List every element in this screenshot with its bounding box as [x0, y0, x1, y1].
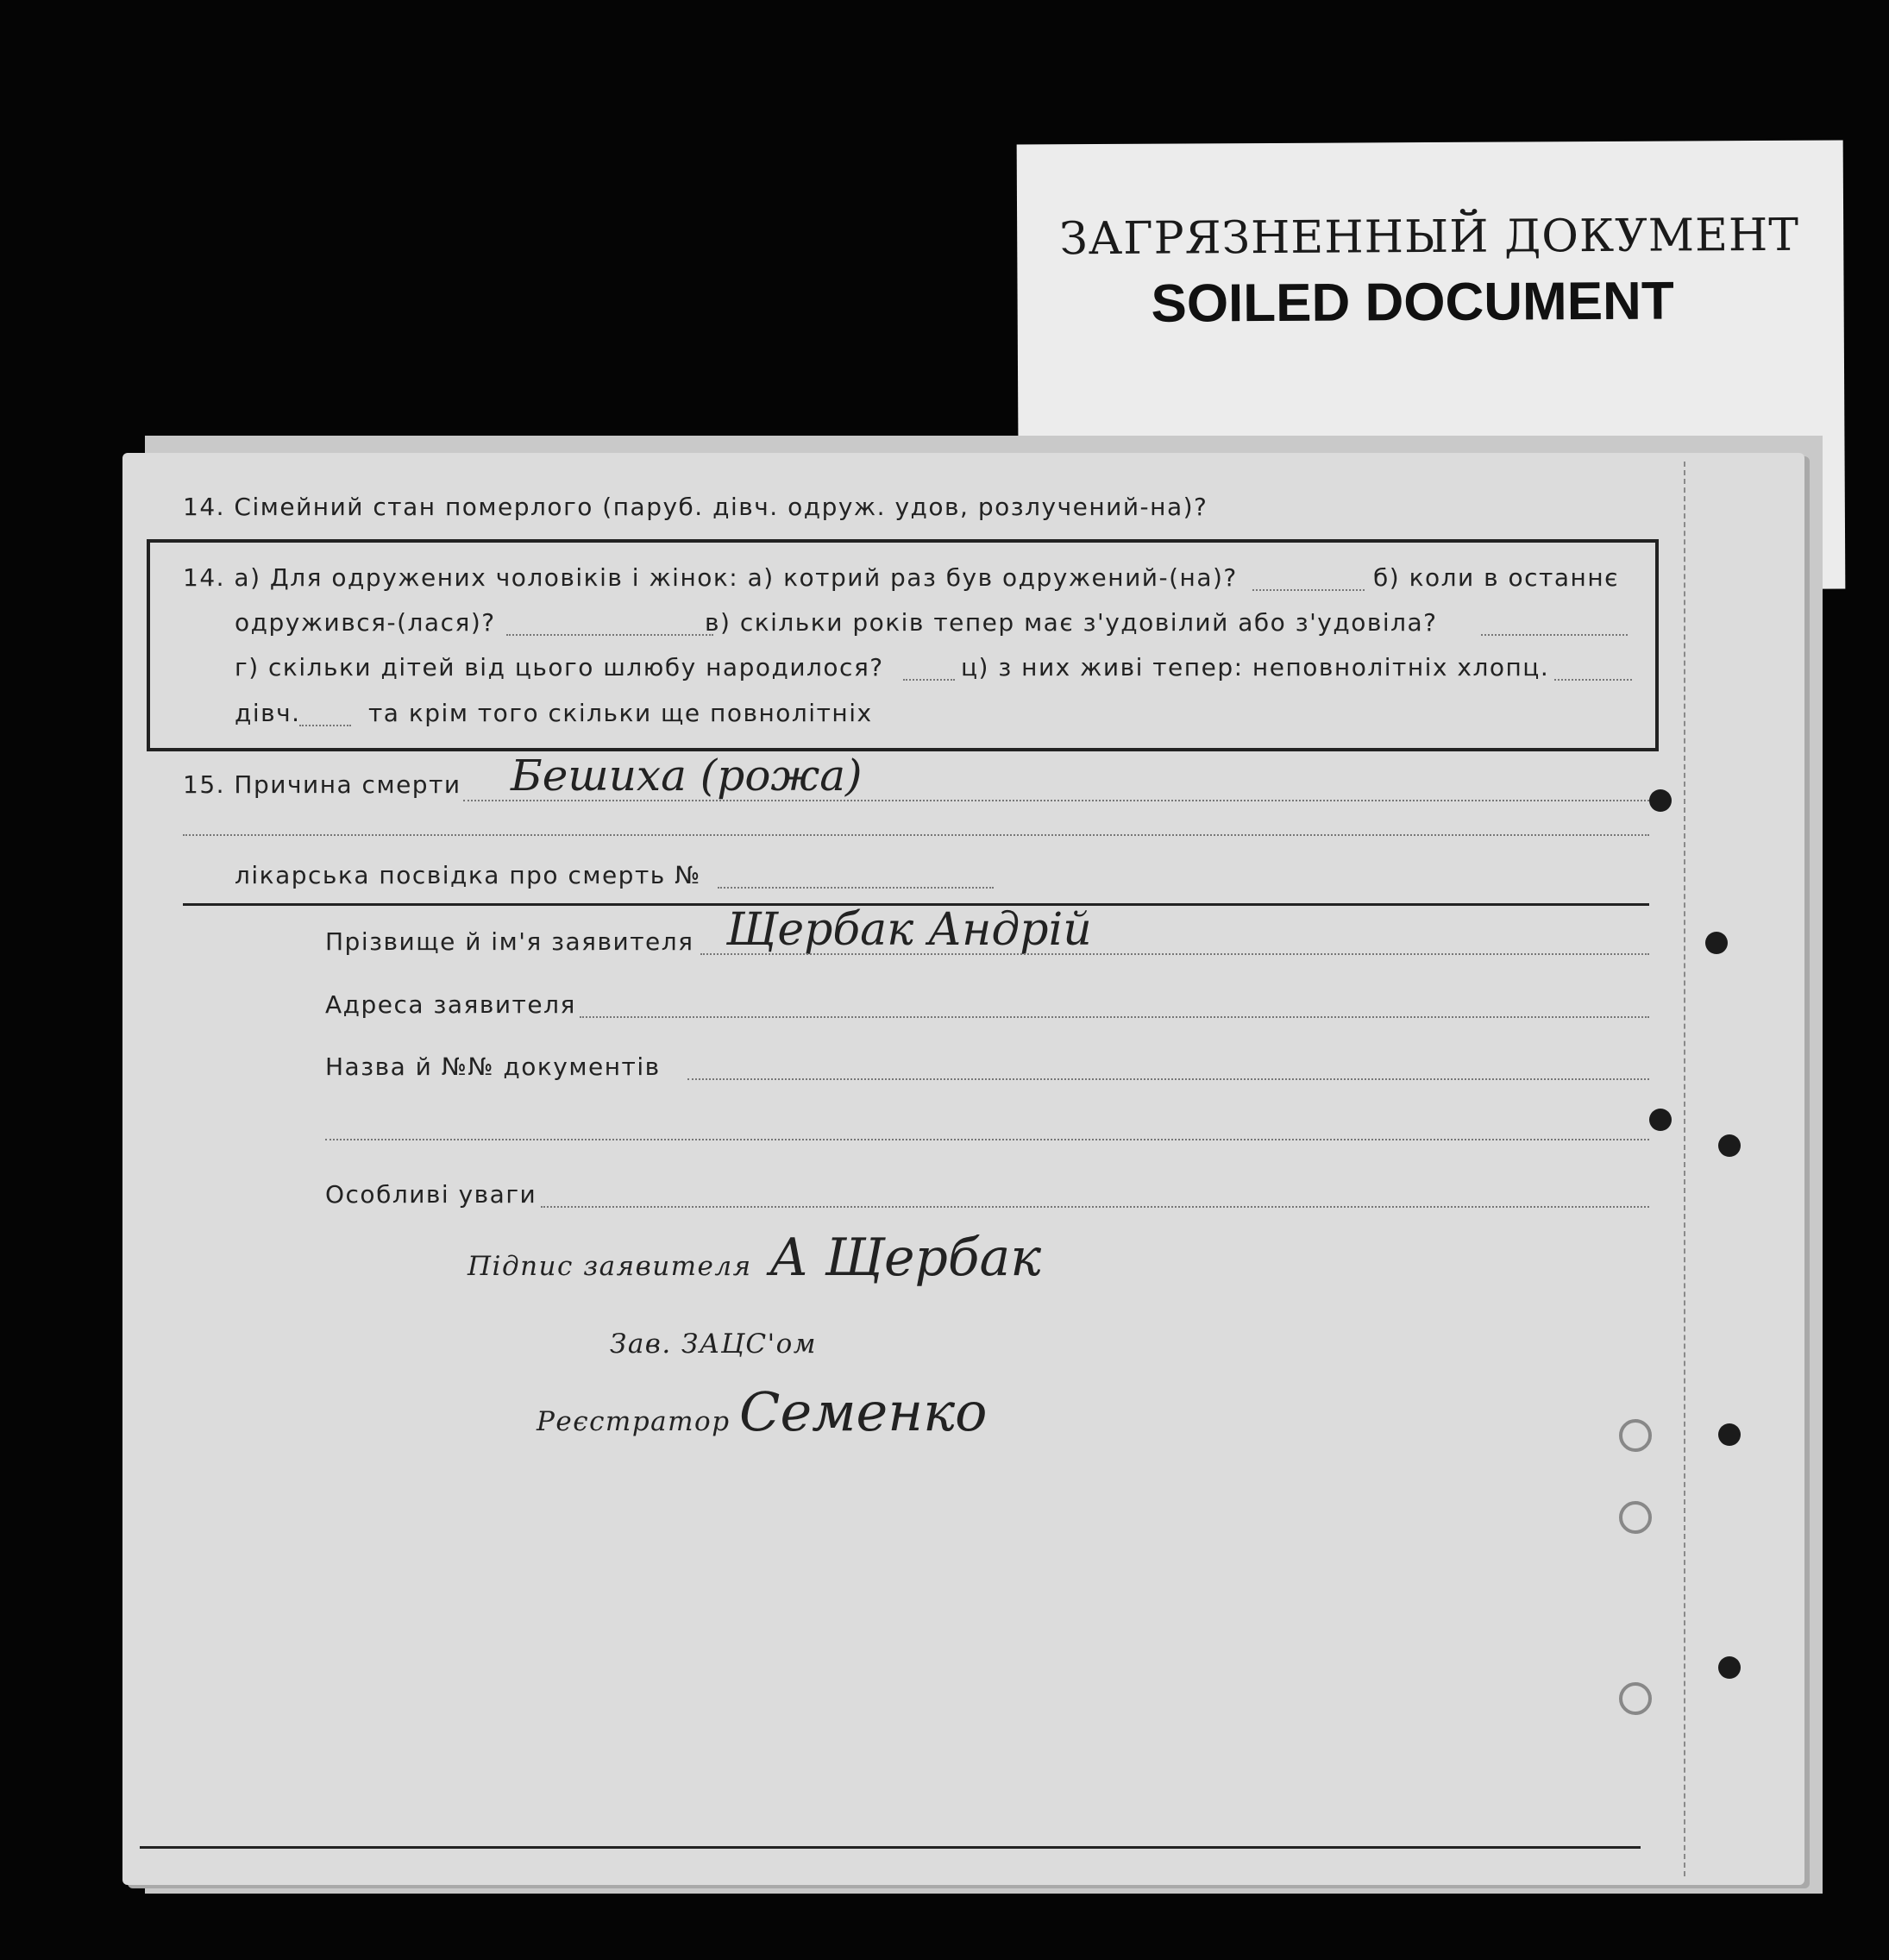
stain-mark	[1649, 1109, 1672, 1131]
form-sheet	[122, 453, 1804, 1885]
question-14a-line3-b: ц) з них живі тепер: неповнолітніх хлопц.	[961, 653, 1550, 682]
stain-mark	[1718, 1656, 1741, 1679]
leader-line	[580, 1016, 1649, 1018]
applicant-name-label: Прізвище й ім'я заявителя	[325, 927, 694, 956]
leader-line	[903, 679, 955, 681]
registrar-signature: Семенко	[739, 1380, 988, 1443]
leader-line	[463, 800, 1649, 801]
applicant-signature-label: Підпис заявителя	[468, 1251, 752, 1282]
bottom-rule	[140, 1846, 1641, 1849]
leader-line	[700, 953, 1649, 955]
leader-line	[1481, 634, 1628, 636]
stain-mark	[1649, 789, 1672, 812]
notice-en: SOILED DOCUMENT	[1151, 271, 1674, 334]
leader-line	[325, 1139, 1649, 1140]
question-14a-line2-b: в) скільки років тепер має з'удовілий або з'удовіла?	[705, 608, 1438, 637]
notice-ru: ЗАГРЯЗНЕННЫЙ ДОКУМЕНТ	[1059, 209, 1800, 266]
question-14a-line4: дівч.	[235, 699, 301, 727]
documents-label: Назва й №№ документів	[325, 1052, 661, 1081]
leader-line	[718, 887, 994, 889]
question-14a-line3: г) скільки дітей від цього шлюбу народилося?	[235, 653, 884, 682]
punch-hole	[1619, 1419, 1652, 1452]
head-of-registry-label: Зав. ЗАЦС'ом	[610, 1329, 817, 1360]
leader-line	[506, 634, 713, 636]
applicant-address-label: Адреса заявителя	[325, 990, 576, 1019]
question-14a-line1-b: б) коли в останнє	[1373, 563, 1620, 592]
leader-line	[299, 725, 351, 726]
applicant-name-handwritten: Щербак Андрій	[726, 904, 1092, 956]
stain-mark	[1718, 1134, 1741, 1157]
punch-hole	[1619, 1682, 1652, 1715]
leader-line	[1252, 589, 1365, 591]
question-14a-line2: одружився-(лася)?	[235, 608, 496, 637]
cause-of-death-handwritten: Бешиха (рожа)	[511, 751, 863, 801]
question-14a-line1: 14. а) Для одружених чоловіків і жінок: а) котрий раз був одружений-(на)?	[183, 563, 1238, 592]
perforation-line	[1684, 462, 1685, 1876]
leader-line	[541, 1206, 1649, 1208]
applicant-signature: А Щербак	[769, 1228, 1042, 1288]
registrar-label: Реєстратор	[537, 1406, 731, 1437]
question-15-label: 15. Причина смерти	[183, 770, 461, 799]
question-14a-line4-b: та крім того скільки ще повнолітніх	[368, 699, 873, 727]
leader-line	[687, 1078, 1649, 1080]
leader-line	[1554, 679, 1632, 681]
stain-mark	[1705, 932, 1728, 954]
stain-mark	[1718, 1423, 1741, 1446]
question-14: 14. Сімейний стан померлого (паруб. дівч. одруж. удов, розлучений-на)?	[183, 493, 1208, 521]
leader-line	[183, 834, 1649, 836]
punch-hole	[1619, 1501, 1652, 1534]
medical-certificate-label: лікарська посвідка про смерть №	[235, 861, 701, 889]
notes-label: Особливі уваги	[325, 1180, 537, 1209]
